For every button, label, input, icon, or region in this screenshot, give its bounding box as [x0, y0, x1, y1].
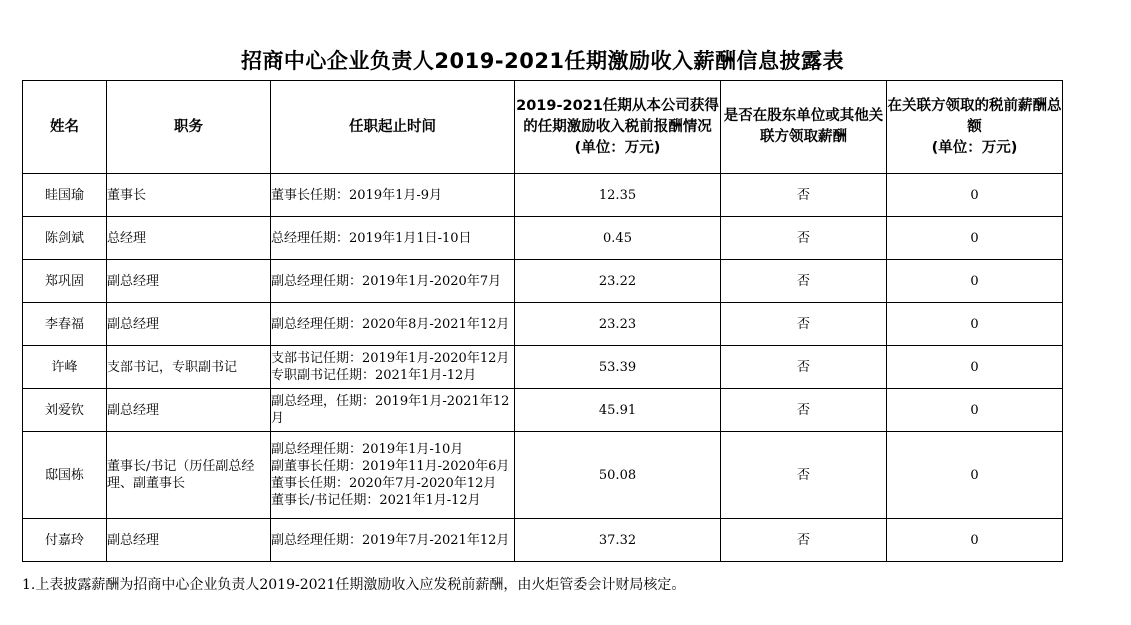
table-row [23, 519, 1063, 562]
cell-position: 总经理 [107, 217, 271, 260]
cell-name: 付嘉玲 [23, 519, 107, 562]
cell-term: 总经理任期：2019年1月1日-10日 [271, 217, 515, 260]
cell-position: 支部书记，专职副书记 [107, 346, 271, 389]
table-row [23, 303, 1063, 346]
cell-name: 许峰 [23, 346, 107, 389]
cell-salary: 53.39 [515, 346, 721, 389]
cell-related-total: 0 [887, 260, 1063, 303]
cell-position: 副总经理 [107, 389, 271, 432]
table-row [23, 346, 1063, 389]
cell-related: 否 [721, 303, 887, 346]
cell-salary: 0.45 [515, 217, 721, 260]
table-row [23, 217, 1063, 260]
cell-related-total: 0 [887, 519, 1063, 562]
cell-salary: 45.91 [515, 389, 721, 432]
cell-term [271, 432, 515, 519]
cell-salary: 23.23 [515, 303, 721, 346]
table-row [23, 260, 1063, 303]
term-text: 副总经理，任期：2019年1月-2021年12月 [271, 394, 510, 426]
cell-position: 董事长 [107, 174, 271, 217]
header-salary: 2019-2021任期从本公司获得的任期激励收入税前报酬情况 (单位：万元) [515, 81, 721, 174]
cell-name: 刘爱钦 [23, 389, 107, 432]
cell-related-total: 0 [887, 303, 1063, 346]
table-row [23, 389, 1063, 432]
header-related-total: 在关联方领取的税前薪酬总额 (单位：万元) [887, 81, 1063, 174]
cell-related: 否 [721, 519, 887, 562]
cell-related: 否 [721, 217, 887, 260]
header-related: 是否在股东单位或其他关联方领取薪酬 [721, 81, 887, 174]
table-row [23, 174, 1063, 217]
cell-term: 副总经理任期：2019年1月-2020年7月 [271, 260, 515, 303]
table-title: 招商中心企业负责人2019-2021任期激励收入薪酬信息披露表 [240, 49, 845, 73]
cell-related-total: 0 [887, 217, 1063, 260]
cell-salary: 23.22 [515, 260, 721, 303]
cell-name: 郑巩固 [23, 260, 107, 303]
cell-related: 否 [721, 389, 887, 432]
cell-salary: 50.08 [515, 432, 721, 519]
header-name: 姓名 [23, 81, 107, 174]
cell-term [271, 389, 515, 432]
cell-related-total: 0 [887, 389, 1063, 432]
header-term: 任职起止时间 [271, 81, 515, 174]
footnote: 1.上表披露薪酬为招商中心企业负责人2019-2021任期激励收入应发税前薪酬，由火炬管委会计财局核定。 [22, 577, 686, 593]
cell-position: 董事长/书记（历任副总经理、副董事长 [107, 432, 271, 519]
term-text: 支部书记任期：2019年1月-2020年12月 专职副书记任期：2021年1月-12月 [271, 351, 510, 383]
cell-related: 否 [721, 260, 887, 303]
cell-term [271, 519, 515, 562]
cell-related-total: 0 [887, 346, 1063, 389]
header-position: 职务 [107, 81, 271, 174]
cell-position: 副总经理 [107, 260, 271, 303]
cell-term: 董事长任期：2019年1月-9月 [271, 174, 515, 217]
cell-name: 李春福 [23, 303, 107, 346]
disclosure-table [22, 80, 1063, 562]
table-row [23, 432, 1063, 519]
cell-related: 否 [721, 432, 887, 519]
term-text: 副总经理任期：2019年1月-10月 副董事长任期：2019年11月-2020年6月 董事长任期：2020年7月-2020年12月 董事长/书记任期：2021年1月-12月 [271, 442, 510, 508]
cell-related-total: 0 [887, 174, 1063, 217]
cell-name: 邸国栋 [23, 432, 107, 519]
cell-term [271, 346, 515, 389]
term-text: 副总经理任期：2020年8月-2021年12月 [271, 316, 510, 332]
cell-salary: 37.32 [515, 519, 721, 562]
cell-salary: 12.35 [515, 174, 721, 217]
cell-related: 否 [721, 346, 887, 389]
cell-name: 陈剑斌 [23, 217, 107, 260]
cell-name: 眭国瑜 [23, 174, 107, 217]
cell-term [271, 303, 515, 346]
term-text: 副总经理任期：2019年7月-2021年12月 [271, 532, 510, 548]
cell-position: 副总经理 [107, 303, 271, 346]
table-header-row [23, 81, 1063, 174]
cell-related-total: 0 [887, 432, 1063, 519]
cell-position: 副总经理 [107, 519, 271, 562]
cell-related: 否 [721, 174, 887, 217]
